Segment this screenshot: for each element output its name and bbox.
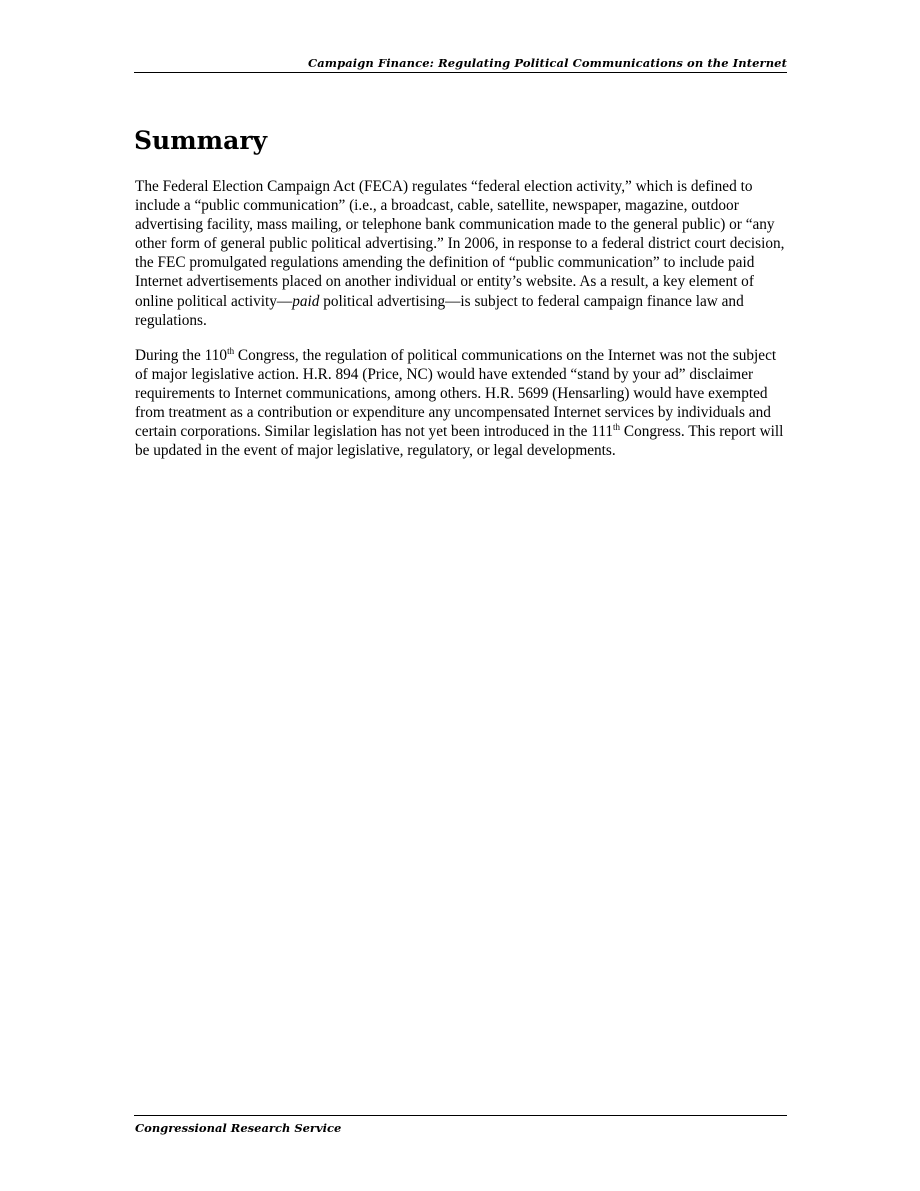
paragraph-1-emphasis: paid: [292, 292, 320, 310]
running-footer-organization: Congressional Research Service: [135, 1121, 342, 1135]
running-header-title: Campaign Finance: Regulating Political Communications on the Internet: [308, 56, 787, 70]
ordinal-superscript-111: th: [613, 422, 621, 433]
footer-rule: [134, 1115, 787, 1116]
summary-paragraph-1: [135, 177, 790, 330]
summary-paragraph-2: [135, 346, 790, 461]
ordinal-superscript-110: th: [227, 345, 235, 356]
section-title: Summary: [134, 126, 268, 155]
paragraph-1-text-b: political advertising—is subject to federal campaign finance law and regulations.: [135, 292, 744, 329]
paragraph-2-text-c: Congress. This report will be updated in the event of major legislative, regulatory, or legal developments.: [135, 423, 784, 460]
paragraph-1-text-a: The Federal Election Campaign Act (FECA) regulates “federal election activity,” which is defined to include a “public communication” (i.e., a broadcast, cable, satellite, newspaper, magazine, outdoor advertising facility, mass mailing, or telephone bank communication made to the general public) or “any other form of general public political advertising.” In 2006, in response to a federal district court decision, the FEC promulgated regulations amending the definition of “public communication” to include paid Internet advertisements placed on another individual or entity’s website. As a result, a key element of online political activity—: [135, 178, 785, 310]
paragraph-2-text-a: During the 110: [135, 347, 228, 364]
paragraph-2-text-b: Congress, the regulation of political communications on the Internet was not the subject of major legislative action. H.R. 894 (Price, NC) would have extended “stand by your ad” disclaimer requirements to Internet communications, among others. H.R. 5699 (Hensarling) would have exempted from treatment as a contribution or expenditure any uncompensated Internet services by individuals and certain corporations. Similar legislation has not yet been introduced in the 111: [135, 347, 777, 441]
header-rule: [134, 72, 787, 73]
